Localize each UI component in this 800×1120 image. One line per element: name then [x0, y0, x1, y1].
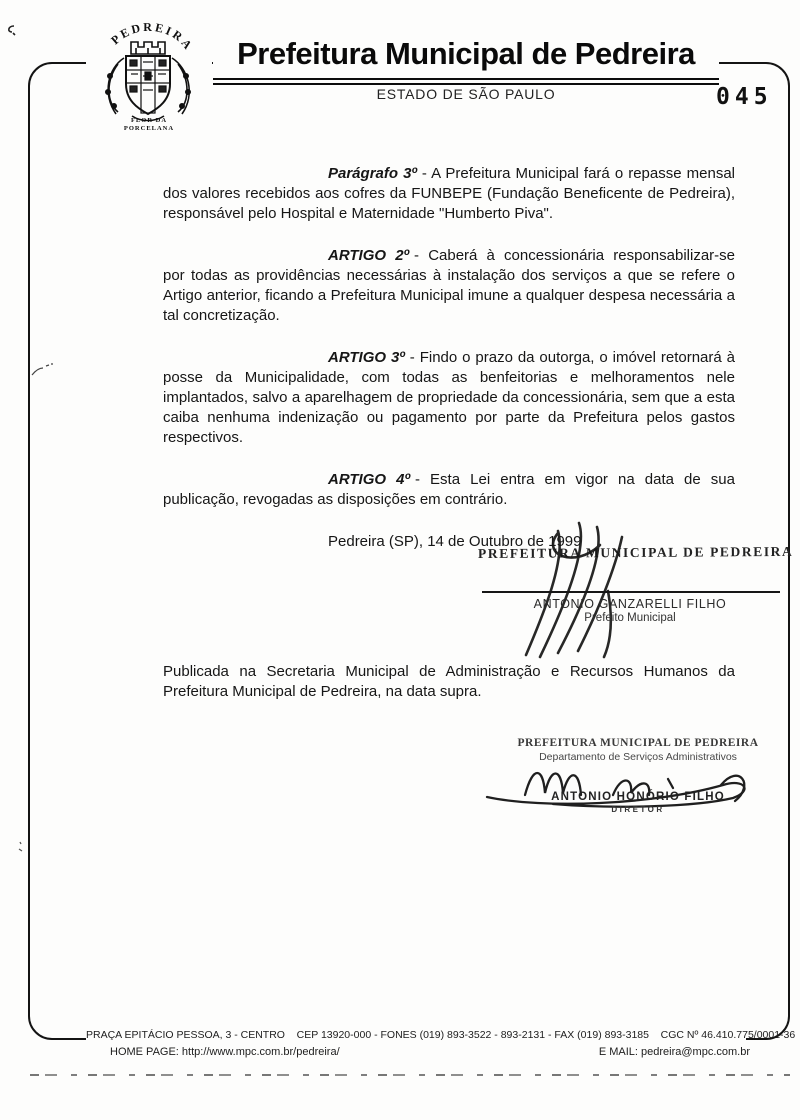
footer-homepage: HOME PAGE: http://www.mpc.com.br/pedreira/ — [110, 1046, 340, 1058]
scan-artifact — [30, 362, 54, 378]
director-role: DIRETOR — [611, 805, 665, 814]
document-body — [163, 164, 735, 552]
paragraph-3-label: Parágrafo 3º — [328, 165, 417, 182]
signature-block-mayor — [477, 515, 794, 663]
publication-note: Publicada na Secretaria Municipal de Administração e Recursos Humanos da Prefeitura Municipal de Pedreira, na data supra. — [163, 663, 735, 700]
footer-email: E MAIL: pedreira@mpc.com.br — [598, 1046, 750, 1058]
city-crest-icon — [86, 10, 212, 132]
footer-address-line: PRAÇA EPITÁCIO PESSOA, 3 - CENTRO CEP 13920-000 - FONES (019) 893-3522 - 893-2131 - FAX (019) 893-3185 CGC Nº 46.410.775/0001-36 — [86, 1027, 746, 1044]
mayor-name: ANTONIO GANZARELLI FILHO — [533, 597, 727, 611]
article-3 — [163, 348, 735, 448]
mayor-stamp-text: PREFEITURA MUNICIPAL DE PEDREIRA — [477, 543, 794, 562]
date-line: Pedreira (SP), 14 de Outubro de 1999 — [328, 533, 582, 550]
page-title: Prefeitura Municipal de Pedreira — [237, 36, 695, 71]
scan-artifact — [4, 22, 22, 40]
crest-motto-line2: PORCELANA — [123, 125, 175, 132]
article-3-label: ARTIGO 3º — [328, 349, 405, 366]
header-subtitle: ESTADO DE SÃO PAULO — [376, 86, 556, 102]
paragraph-3-text: - A Prefeitura Municipal fará o repasse mensal dos valores recebidos aos cofres da FUNBEPE (Fundação Beneficente de Pedreira), responsável pelo Hospital e Maternidade "Humberto Piva". — [163, 165, 736, 222]
director-name: ANTONIO HONÓRIO FILHO — [551, 791, 725, 803]
mayor-signature-icon — [477, 515, 794, 663]
article-2-text: - Caberá à concessionária responsabilizar-se por todas as providências necessárias à instalação dos serviços a que se refere o Artigo anterior, ficando a Prefeitura Municipal imune a qualquer despesa necessária a tal concretização. — [163, 247, 735, 324]
director-stamp-line1: PREFEITURA MUNICIPAL DE PEDREIRA — [517, 737, 759, 749]
article-3-text: - Findo o prazo da outorga, o imóvel retornará à posse da Municipalidade, com todas as benfeitorias e melhoramentos nele implantados, salvo a aparelhagem de propriedade da concessionária, sem que a esta caiba nenhuma indenização ou pagamento por parte da Prefeitura pelos gastos respectivos. — [163, 349, 735, 446]
signature-block-director — [493, 733, 783, 833]
footer-contact-line — [110, 1046, 750, 1058]
page-number-stamp: 045 — [716, 84, 773, 110]
header — [213, 36, 719, 85]
crest-arc-text: PEDREIRA — [108, 20, 197, 54]
director-stamp-line2: Departamento de Serviços Administrativos — [539, 751, 737, 763]
article-4-label: ARTIGO 4º — [328, 471, 410, 488]
article-2 — [163, 246, 735, 326]
mayor-role: Prefeito Municipal — [584, 612, 676, 624]
article-4-text: - Esta Lei entra em vigor na data de sua publicação, revogadas as disposições em contrário. — [163, 471, 735, 508]
article-2-label: ARTIGO 2º — [328, 247, 410, 264]
crest-motto-line1: FLOR DA — [130, 117, 168, 124]
footer-dashed-divider — [30, 1074, 790, 1076]
article-4 — [163, 470, 735, 510]
crest-crown-icon — [131, 42, 165, 54]
scan-artifact — [16, 840, 26, 854]
paragraph-3 — [163, 164, 735, 224]
